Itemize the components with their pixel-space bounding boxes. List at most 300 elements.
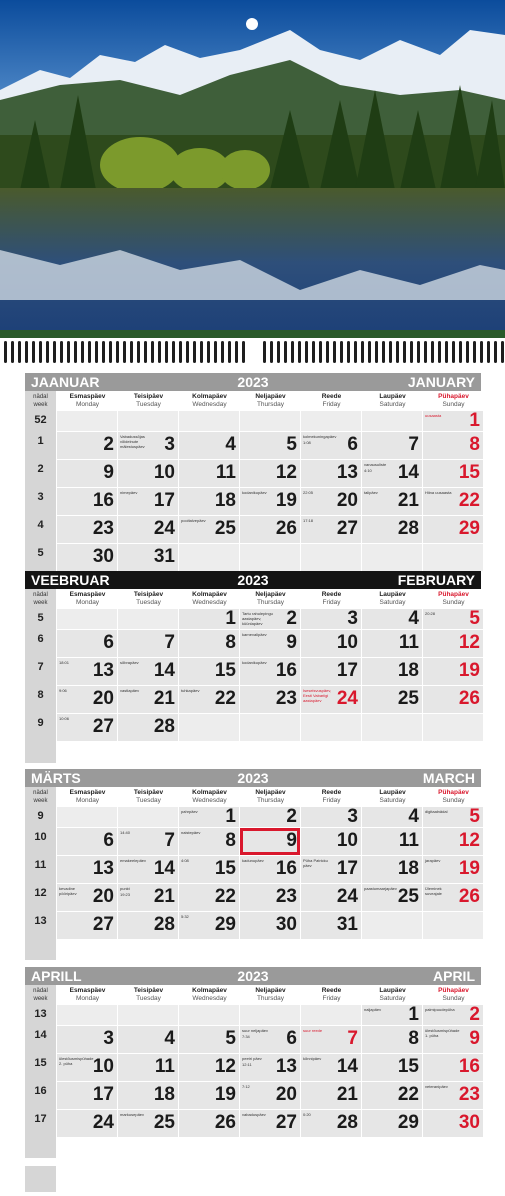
spiral-ring (123, 341, 126, 363)
day-cell[interactable] (423, 807, 483, 827)
day-number: 13 (336, 461, 358, 483)
day-cell[interactable] (423, 1110, 483, 1137)
day-cell[interactable] (362, 432, 422, 459)
day-cell[interactable] (301, 460, 361, 487)
weekday-name-et: Laupäev (379, 789, 406, 796)
month-april (25, 967, 481, 1158)
day-note: 9:06 (59, 688, 67, 693)
day-number: 20 (92, 885, 114, 907)
day-cell[interactable] (301, 1054, 361, 1081)
day-note: 10:06 (59, 716, 70, 721)
day-cell[interactable] (118, 1110, 178, 1137)
day-cell[interactable] (57, 884, 117, 911)
day-cell[interactable] (179, 1054, 239, 1081)
day-cell[interactable] (118, 488, 178, 515)
day-cell[interactable] (362, 1110, 422, 1137)
weekday-name (57, 591, 118, 606)
weekday-name (179, 987, 240, 1002)
day-cell[interactable] (240, 630, 300, 657)
mountain-lake-photo (0, 0, 505, 338)
day-cell[interactable] (240, 884, 300, 911)
day-cell[interactable] (240, 609, 300, 629)
day-note: 17:18 (303, 518, 314, 523)
day-cell[interactable] (118, 912, 178, 939)
empty-day-cell (362, 411, 422, 431)
weekday-name-en: Friday (322, 796, 341, 804)
day-cell[interactable] (423, 1054, 483, 1081)
day-note: 7:34 (242, 1034, 250, 1039)
day-cell[interactable] (240, 1026, 300, 1053)
week-number: 11 (34, 859, 47, 871)
month-name-et: MÄRTS (31, 770, 81, 786)
day-number: 5 (469, 806, 480, 827)
weekday-name (118, 393, 179, 408)
spiral-ring (389, 341, 392, 363)
week-number: 12 (34, 887, 47, 899)
day-cell[interactable] (57, 544, 117, 571)
day-cell[interactable] (179, 1110, 239, 1137)
spiral-ring (130, 341, 133, 363)
day-number: 6 (103, 829, 114, 851)
day-cell[interactable] (118, 516, 178, 543)
spiral-ring (312, 341, 315, 363)
day-cell[interactable] (179, 686, 239, 713)
day-number: 21 (397, 489, 419, 511)
month-name-en: MARCH (422, 770, 475, 786)
weekday-name-en: Wednesday (192, 796, 227, 804)
day-cell[interactable] (362, 460, 422, 487)
day-cell[interactable] (57, 1054, 117, 1081)
week-number: 52 (34, 414, 47, 426)
month-year: 2023 (237, 374, 269, 390)
day-cell[interactable] (118, 1054, 178, 1081)
day-cell[interactable] (362, 1026, 422, 1053)
month-name-en: FEBRUARY (397, 572, 475, 588)
day-number: 18 (153, 1083, 175, 1105)
week-number: 1 (37, 435, 44, 447)
day-cell[interactable] (362, 828, 422, 855)
day-number: 15 (214, 659, 236, 681)
day-number: 13 (92, 659, 114, 681)
weekday-name-et: Kolmapäev (192, 393, 227, 400)
day-number: 28 (336, 1111, 358, 1133)
day-cell[interactable] (118, 686, 178, 713)
weekday-name (57, 987, 118, 1002)
day-number: 13 (92, 857, 114, 879)
day-number: 26 (458, 687, 480, 709)
month-grid (25, 411, 481, 572)
day-number: 17 (336, 857, 358, 879)
day-cell[interactable] (57, 856, 117, 883)
day-note: palmipuudepüha (425, 1007, 455, 1012)
day-number: 21 (153, 687, 175, 709)
spiral-ring (102, 341, 105, 363)
day-cell[interactable] (179, 856, 239, 883)
day-cell[interactable] (118, 1026, 178, 1053)
weekday-name (240, 987, 301, 1002)
day-cell[interactable] (118, 714, 178, 741)
day-note: 5:32 (181, 914, 189, 919)
day-cell[interactable] (57, 828, 117, 855)
day-cell[interactable] (423, 1005, 483, 1025)
day-cell[interactable] (118, 630, 178, 657)
day-number: 29 (397, 1111, 419, 1133)
day-cell[interactable] (423, 516, 483, 543)
day-cell[interactable] (179, 488, 239, 515)
weekday-name-en: Wednesday (192, 994, 227, 1002)
day-cell[interactable] (423, 460, 483, 487)
spiral-ring (214, 341, 217, 363)
weekday-name-en: Friday (322, 598, 341, 606)
day-cell[interactable] (179, 1082, 239, 1109)
day-note: vastlapäev (120, 688, 140, 693)
day-cell[interactable] (301, 432, 361, 459)
day-cell[interactable] (301, 1110, 361, 1137)
day-number: 9 (469, 1027, 480, 1049)
day-cell[interactable] (423, 609, 483, 629)
weekday-name (362, 789, 423, 804)
day-note: Püha Patricku päev (303, 858, 328, 868)
day-number: 25 (397, 687, 419, 709)
day-cell[interactable] (362, 1054, 422, 1081)
day-cell[interactable] (240, 1054, 300, 1081)
weekday-name-en: Sunday (442, 796, 465, 804)
day-note: paastumaarjapäev (364, 886, 397, 891)
day-number: 22 (214, 687, 236, 709)
day-note: tuhkapäev (181, 688, 200, 693)
day-cell[interactable] (301, 1082, 361, 1109)
spiral-ring (361, 341, 364, 363)
day-cell[interactable] (118, 884, 178, 911)
weekday-name-en: Friday (322, 400, 341, 408)
weekday-name (301, 393, 362, 408)
day-number: 29 (458, 517, 480, 539)
week-number: 16 (34, 1085, 47, 1097)
day-number: 23 (458, 1083, 480, 1105)
day-cell[interactable] (362, 1082, 422, 1109)
day-number: 7 (347, 1027, 358, 1049)
day-number: 28 (153, 715, 175, 737)
day-cell[interactable] (240, 686, 300, 713)
day-number: 18 (397, 659, 419, 681)
day-cell[interactable] (423, 432, 483, 459)
day-cell[interactable] (362, 686, 422, 713)
weekday-name-en: Wednesday (192, 598, 227, 606)
day-cell[interactable] (301, 658, 361, 685)
day-cell[interactable] (57, 460, 117, 487)
day-number: 14 (397, 461, 419, 483)
day-number: 30 (275, 913, 297, 935)
day-number: 12 (458, 829, 480, 851)
empty-day-cell (301, 714, 361, 741)
weekday-name-et: Reede (321, 789, 342, 796)
day-note: 18:01 (59, 660, 70, 665)
week-number: 17 (34, 1113, 47, 1125)
weekday-name-et: Teisipäev (133, 789, 164, 796)
day-cell[interactable] (240, 488, 300, 515)
day-cell[interactable] (301, 884, 361, 911)
day-number: 23 (92, 517, 114, 539)
day-cell[interactable] (179, 630, 239, 657)
weekday-name-en: Thursday (256, 796, 285, 804)
day-number: 17 (153, 489, 175, 511)
spiral-ring (221, 341, 224, 363)
day-number: 20 (92, 687, 114, 709)
weekday-name (423, 987, 484, 1002)
weekday-name-en: Friday (322, 994, 341, 1002)
day-cell[interactable] (118, 828, 178, 855)
day-note: 4:10 (364, 468, 372, 473)
day-number: 15 (458, 461, 480, 483)
day-note: 4:08 (181, 858, 189, 863)
day-cell[interactable] (118, 658, 178, 685)
day-note: karnevalipäev (242, 632, 267, 637)
day-note: 0:20 (303, 1112, 311, 1117)
day-number: 30 (458, 1111, 480, 1133)
empty-day-cell (179, 714, 239, 741)
day-number: 22 (397, 1083, 419, 1105)
day-cell[interactable] (179, 912, 239, 939)
weekday-name-et: Esmaspäev (69, 393, 106, 400)
day-number: 6 (103, 631, 114, 653)
day-cell[interactable] (57, 630, 117, 657)
day-cell[interactable] (240, 807, 300, 827)
weekday-name-et: Laupäev (379, 987, 406, 994)
day-cell[interactable] (423, 658, 483, 685)
spiral-binding (0, 338, 505, 368)
day-cell[interactable] (179, 828, 239, 855)
day-number: 16 (275, 857, 297, 879)
day-cell[interactable] (57, 686, 117, 713)
day-cell[interactable] (57, 516, 117, 543)
day-cell[interactable] (118, 544, 178, 571)
day-cell[interactable] (179, 609, 239, 629)
day-cell[interactable] (57, 1082, 117, 1109)
day-cell[interactable] (423, 630, 483, 657)
weekday-name (362, 987, 423, 1002)
day-cell[interactable] (362, 630, 422, 657)
day-note: Hiina uusaasta (425, 490, 452, 495)
day-cell[interactable] (301, 516, 361, 543)
day-cell[interactable] (240, 460, 300, 487)
day-number: 3 (103, 1027, 114, 1049)
day-note: 20:28 (425, 611, 436, 616)
day-number: 16 (458, 1055, 480, 1077)
month-header (25, 769, 481, 787)
day-number: 20 (336, 489, 358, 511)
day-number: 19 (458, 659, 480, 681)
day-number: 8 (225, 829, 236, 851)
day-note: vabaduspäev (242, 1112, 266, 1117)
empty-day-cell (240, 544, 300, 571)
weekday-name-et: Reede (321, 987, 342, 994)
day-number: 22 (214, 885, 236, 907)
day-cell[interactable] (362, 807, 422, 827)
weekday-name-en: Thursday (256, 400, 285, 408)
day-cell[interactable] (240, 856, 300, 883)
day-number: 15 (214, 857, 236, 879)
day-cell[interactable] (118, 1082, 178, 1109)
spiral-ring (347, 341, 350, 363)
day-cell[interactable] (423, 411, 483, 431)
day-cell[interactable] (301, 686, 361, 713)
day-cell[interactable] (423, 488, 483, 515)
spiral-ring (179, 341, 182, 363)
day-cell[interactable] (57, 714, 117, 741)
day-number: 19 (214, 1083, 236, 1105)
day-cell[interactable] (57, 488, 117, 515)
week-column-label (25, 589, 56, 609)
day-cell[interactable] (57, 432, 117, 459)
day-cell[interactable] (240, 1110, 300, 1137)
day-number: 15 (397, 1055, 419, 1077)
day-number: 20 (275, 1083, 297, 1105)
empty-day-cell (362, 544, 422, 571)
day-cell[interactable] (179, 807, 239, 827)
day-cell[interactable] (57, 658, 117, 685)
week-number: 9 (37, 810, 44, 822)
day-cell[interactable] (362, 1005, 422, 1025)
week-number-column (25, 1005, 56, 1158)
day-cell[interactable] (301, 856, 361, 883)
spiral-ring (88, 341, 91, 363)
day-number: 3 (347, 608, 358, 629)
spiral-ring (438, 341, 441, 363)
day-cell[interactable] (423, 686, 483, 713)
day-note: ülestõusmispühade 1. püha (425, 1028, 460, 1038)
day-cell[interactable] (362, 658, 422, 685)
day-cell[interactable] (240, 828, 300, 855)
day-cell[interactable] (423, 1026, 483, 1053)
day-cell[interactable] (179, 432, 239, 459)
day-cell[interactable] (179, 1026, 239, 1053)
week-number: 8 (37, 689, 44, 701)
empty-day-cell (57, 807, 117, 827)
day-number: 2 (286, 806, 297, 827)
day-number: 5 (225, 1027, 236, 1049)
day-cell[interactable] (118, 432, 178, 459)
weekday-name-et: Neljapäev (255, 987, 286, 994)
day-cell[interactable] (240, 516, 300, 543)
empty-day-cell (362, 912, 422, 939)
weekday-name-et: Pühapäev (438, 789, 469, 796)
week-number: 3 (37, 491, 44, 503)
week-number: 15 (34, 1057, 47, 1069)
day-number: 2 (469, 1004, 480, 1025)
day-cell[interactable] (57, 912, 117, 939)
day-cell[interactable] (423, 828, 483, 855)
weekday-name-en: Tuesday (136, 400, 161, 408)
day-cell[interactable] (362, 609, 422, 629)
day-cell[interactable] (179, 884, 239, 911)
day-cell[interactable] (179, 516, 239, 543)
day-cell[interactable] (362, 884, 422, 911)
day-cell[interactable] (301, 1026, 361, 1053)
day-cell[interactable] (240, 658, 300, 685)
day-cell[interactable] (301, 828, 361, 855)
day-note: 12:11 (242, 1062, 252, 1067)
empty-day-cell (240, 714, 300, 741)
day-cell[interactable] (362, 488, 422, 515)
spiral-ring (277, 341, 280, 363)
spiral-ring (25, 341, 28, 363)
day-cell[interactable] (362, 856, 422, 883)
weekday-name-et: Teisipäev (133, 591, 164, 598)
day-cell[interactable] (423, 856, 483, 883)
day-cell[interactable] (301, 807, 361, 827)
spiral-ring (116, 341, 119, 363)
day-note: peetri päev (242, 1056, 262, 1061)
empty-day-cell (57, 411, 117, 431)
weekday-name-et: Kolmapäev (192, 591, 227, 598)
day-cell[interactable] (423, 1082, 483, 1109)
day-cell[interactable] (301, 488, 361, 515)
day-number: 6 (286, 1027, 297, 1049)
weekday-name (301, 987, 362, 1002)
weekday-name-en: Saturday (379, 796, 406, 804)
week-label-text: week (33, 402, 48, 408)
weekday-name-et: Neljapäev (255, 789, 286, 796)
week-column-label (25, 985, 56, 1005)
week-label-text: nädal (33, 790, 48, 796)
empty-day-cell (240, 1005, 300, 1025)
day-number: 9 (286, 631, 297, 653)
day-cell[interactable] (57, 1026, 117, 1053)
day-number: 27 (92, 715, 114, 737)
day-note: ülestõusmispühade 2. püha (59, 1056, 94, 1066)
day-cell[interactable] (423, 884, 483, 911)
day-number: 3 (164, 433, 175, 455)
day-note: nimepäev (120, 490, 138, 495)
spiral-ring (445, 341, 448, 363)
day-cell[interactable] (301, 609, 361, 629)
day-number: 5 (286, 433, 297, 455)
week-label-text: nädal (33, 592, 48, 598)
day-number: 2 (286, 608, 297, 629)
empty-day-cell (423, 912, 483, 939)
day-number: 28 (397, 517, 419, 539)
day-note: naljapäev (364, 1007, 382, 1012)
day-cell[interactable] (57, 1110, 117, 1137)
day-cell[interactable] (301, 912, 361, 939)
day-cell[interactable] (179, 460, 239, 487)
weekday-name (179, 789, 240, 804)
day-number: 3 (347, 806, 358, 827)
week-number: 2 (37, 463, 44, 475)
day-cell[interactable] (301, 630, 361, 657)
week-number: 13 (34, 915, 47, 927)
weekday-name-en: Sunday (442, 598, 465, 606)
weekday-name (240, 789, 301, 804)
empty-day-cell (240, 411, 300, 431)
day-number: 24 (92, 1111, 114, 1133)
month-year: 2023 (237, 770, 269, 786)
month-name-et: VEEBRUAR (31, 572, 110, 588)
day-note: kõnnipäev (303, 1056, 322, 1061)
day-number: 25 (397, 885, 419, 907)
day-cell[interactable] (179, 658, 239, 685)
day-cell[interactable] (118, 856, 178, 883)
day-cell[interactable] (240, 432, 300, 459)
day-cell[interactable] (362, 516, 422, 543)
day-number: 27 (92, 913, 114, 935)
day-cell[interactable] (118, 460, 178, 487)
day-cell[interactable] (240, 1082, 300, 1109)
day-cell[interactable] (240, 912, 300, 939)
spiral-ring (18, 341, 21, 363)
day-number: 10 (336, 631, 358, 653)
spiral-ring (480, 341, 483, 363)
